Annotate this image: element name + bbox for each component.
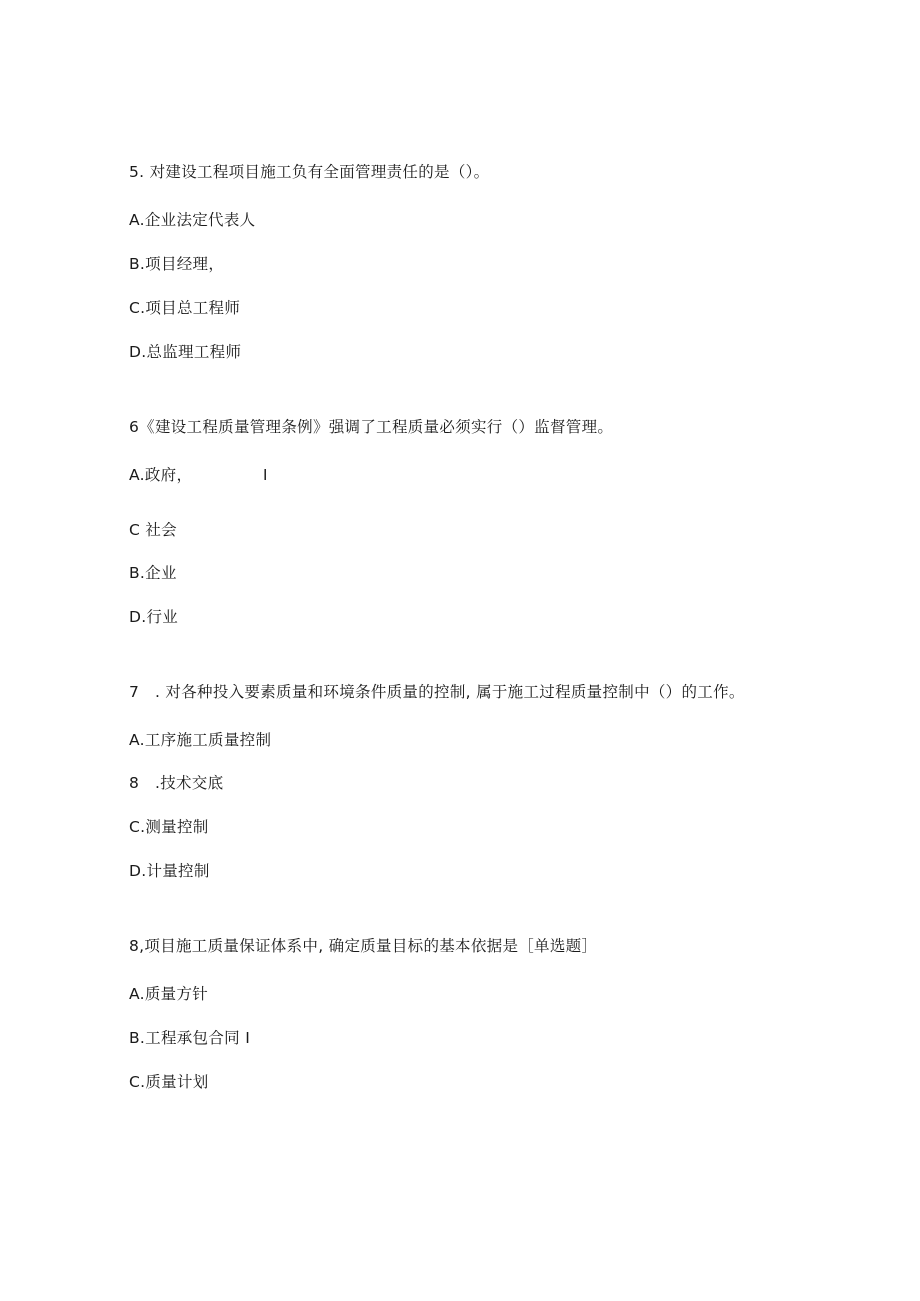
question-5-option-b: B.项目经理， xyxy=(129,255,225,273)
question-5-option-d: D.总监理工程师 xyxy=(129,343,242,361)
question-5-option-c: C.项目总工程师 xyxy=(129,299,241,317)
question-6-option-b: B.企业 xyxy=(129,564,177,582)
question-8-option-b: B.工程承包合同 I xyxy=(129,1029,251,1047)
question-8-option-a: A.质量方针 xyxy=(129,985,209,1003)
question-7-option-a: A.工序施工质量控制 xyxy=(129,731,272,749)
question-6-option-d: D.行业 xyxy=(129,608,179,626)
question-6-option-a: A.政府， xyxy=(129,466,193,484)
question-5-stem: 5. 对建设工程项目施工负有全面管理责任的是（）。 xyxy=(129,163,490,181)
stray-mark: I xyxy=(263,466,268,484)
question-6-option-c: C 社会 xyxy=(129,521,177,539)
question-7-option-d: D.计量控制 xyxy=(129,862,210,880)
question-7-option-b: 8 .技术交底 xyxy=(129,774,224,792)
question-8-option-c: C.质量计划 xyxy=(129,1073,209,1091)
question-6-stem: 6《建设工程质量管理条例》强调了工程质量必须实行（）监督管理。 xyxy=(129,418,614,436)
question-8-stem: 8,项目施工质量保证体系中, 确定质量目标的基本依据是［单选题］ xyxy=(129,937,598,955)
question-7-option-c: C.测量控制 xyxy=(129,818,209,836)
question-5-option-a: A.企业法定代表人 xyxy=(129,211,256,229)
question-7-stem: 7 . 对各种投入要素质量和环境条件质量的控制, 属于施工过程质量控制中（）的工作。 xyxy=(129,683,745,701)
